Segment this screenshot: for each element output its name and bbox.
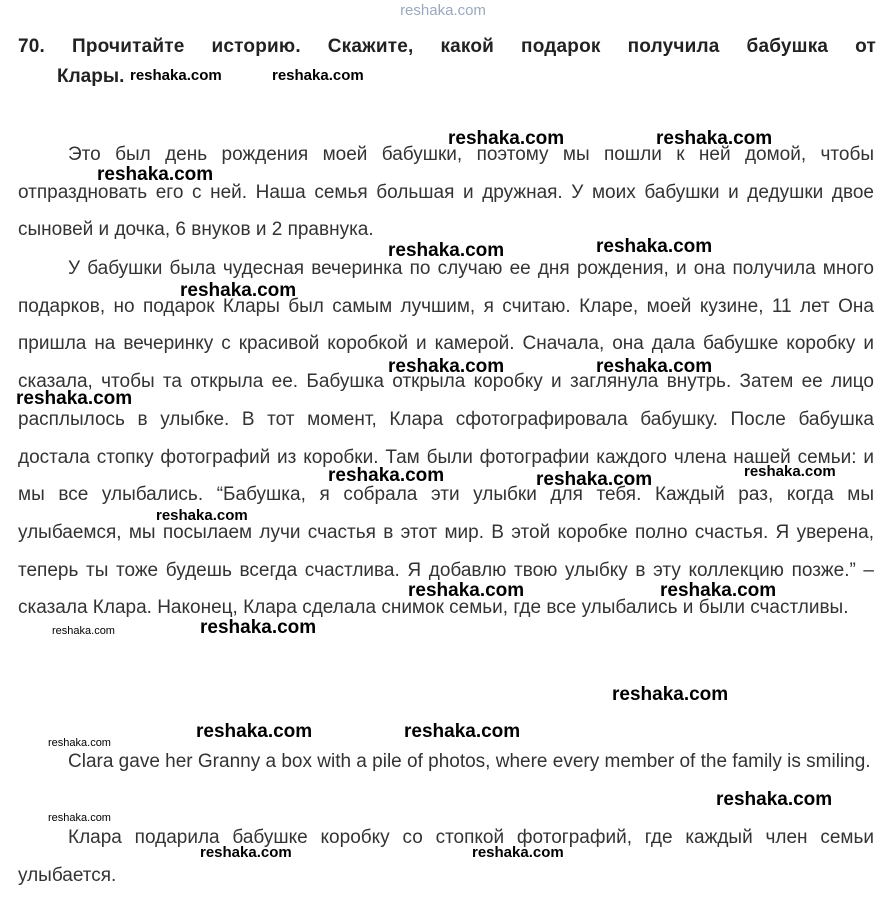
watermark: reshaka.com [180,280,297,301]
watermark: reshaka.com [448,128,565,149]
watermark: reshaka.com [48,812,111,824]
header-watermark: reshaka.com [400,2,486,19]
watermark: reshaka.com [472,844,564,861]
watermark: reshaka.com [200,844,292,861]
watermark: reshaka.com [97,164,214,185]
watermark: reshaka.com [656,128,773,149]
watermark: reshaka.com [156,507,248,524]
watermark: reshaka.com [388,356,505,377]
watermark: reshaka.com [388,240,505,261]
watermark: reshaka.com [404,721,521,742]
watermark: reshaka.com [196,721,313,742]
watermark: reshaka.com [130,67,222,84]
watermark: reshaka.com [200,617,317,638]
paragraph-2: У бабушки была чудесная вечеринка по случаю ее дня рождения, и она получила много подарков, но подарок Клары был самым лучшим, я считаю. Кларе, моей кузине, 11 лет Она пришла на вечеринку с красивой коробкой и камерой. Сначала, она дала бабушке коробку и сказала, чтобы та открыла ее. Бабушка открыла коробку и заглянула внутрь. Затем ее лицо расплылось в улыбке. В тот момент, Клара сфотографировала бабушку. После бабушка достала стопку фотографий из коробки. Там были фотографии каждого члена нашей семьи: и мы все улыбались. “Бабушка, я собрала эти улыбки для тебя. Каждый раз, когда мы улыбаемся, мы посылаем лучи счастья в этот мир. В этой коробке полно счастья. Я уверена, теперь ты тоже будешь всегда счастлива. Я добавлю твою улыбку в эту коллекцию позже.” – сказала Клара. Наконец, Клара сделала снимок семьи, где все улыбались и были счастливы. [18,258,874,619]
task-heading: 70. Прочитайте историю. Скажите, какой подарок получила бабушка от [18,36,876,57]
paragraph-russian-answer: Клара подарила бабушке коробку со стопкой фотографий, где каждый член семьи улыбается. [18,827,874,886]
watermark: reshaka.com [596,236,713,257]
watermark: reshaka.com [716,789,833,810]
paragraph-english-answer: Clara gave her Granny a box with a pile of photos, where every member of the family is smiling. [68,751,871,772]
watermark: reshaka.com [272,67,364,84]
watermark: reshaka.com [408,580,525,601]
watermark: reshaka.com [52,625,115,637]
paragraph-1: Это был день рождения моей бабушки, поэтому мы пошли к ней домой, чтобы отпраздновать его с ней. Наша семья большая и дружная. У моих бабушки и дедушки двое сыновей и дочка, 6 внуков и 2 правнука. [18,144,874,241]
watermark: reshaka.com [596,356,713,377]
watermark: reshaka.com [328,465,445,486]
watermark: reshaka.com [48,737,111,749]
watermark: reshaka.com [744,463,836,480]
watermark: reshaka.com [16,388,133,409]
watermark: reshaka.com [612,684,729,705]
watermark: reshaka.com [660,580,777,601]
task-heading-continuation: Клары. [57,66,125,87]
watermark: reshaka.com [536,469,653,490]
